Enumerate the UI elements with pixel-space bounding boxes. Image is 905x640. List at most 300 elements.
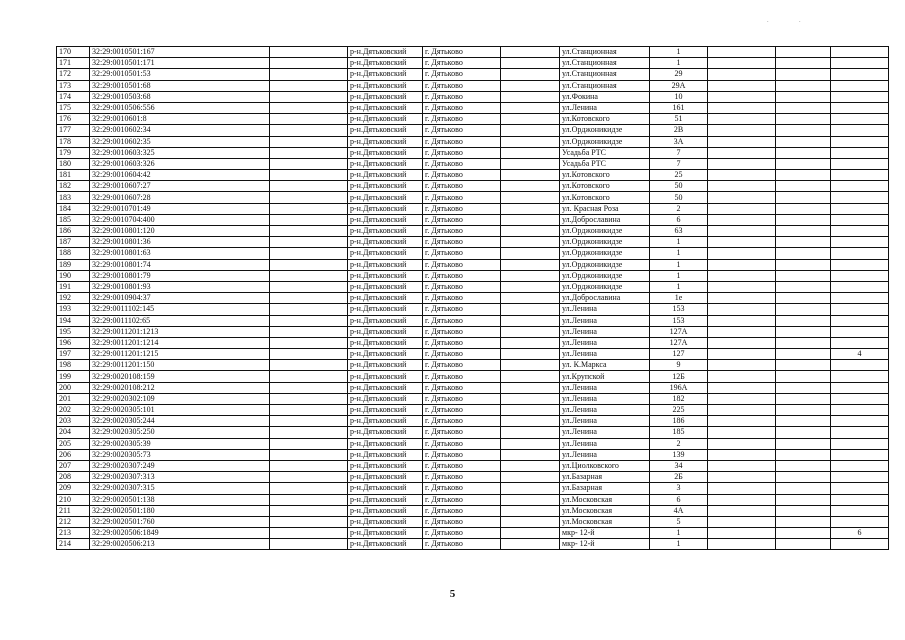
cell-cadastral-number: 32:29:0011201:1215 [90,349,270,360]
cell-district: р-н.Дятьковский [348,416,423,427]
cell-city: г. Дятьково [423,460,501,471]
cell-street: ул.Ленина [560,337,650,348]
table-row [57,304,889,315]
cell-house-number: 1 [650,58,708,69]
cell-note-number [831,315,889,326]
cell-district: р-н.Дятьковский [348,494,423,505]
cell-blank-col-6 [501,360,560,371]
table-row [57,237,889,248]
cell-blank-col-9 [708,270,776,281]
cell-city: г. Дятьково [423,337,501,348]
cell-house-number: 225 [650,405,708,416]
cell-street: ул. К.Маркса [560,360,650,371]
cell-city: г. Дятьково [423,69,501,80]
cell-blank-col-3 [270,80,348,91]
cell-house-number: 29А [650,80,708,91]
cell-district: р-н.Дятьковский [348,226,423,237]
cell-blank-col-6 [501,248,560,259]
cell-street: ул.Ленина [560,427,650,438]
cell-cadastral-number: 32:29:0010704:400 [90,214,270,225]
cell-house-number: 5 [650,516,708,527]
cell-blank-col-10 [776,472,831,483]
cell-row-number: 192 [57,293,90,304]
cell-note-number [831,460,889,471]
cell-row-number: 172 [57,69,90,80]
cell-street: ул.Ленина [560,102,650,113]
cell-city: г. Дятьково [423,539,501,550]
cell-city: г. Дятьково [423,114,501,125]
cell-house-number: 50 [650,192,708,203]
cell-blank-col-3 [270,505,348,516]
cell-blank-col-10 [776,449,831,460]
cell-blank-col-3 [270,293,348,304]
cell-house-number: 50 [650,181,708,192]
table-row [57,293,889,304]
cell-cadastral-number: 32:29:0010603:325 [90,147,270,158]
cell-city: г. Дятьково [423,47,501,58]
cell-district: р-н.Дятьковский [348,203,423,214]
cell-street: ул.Станционная [560,80,650,91]
cell-house-number: 34 [650,460,708,471]
cell-blank-col-3 [270,326,348,337]
cell-row-number: 186 [57,226,90,237]
cell-blank-col-6 [501,405,560,416]
cell-district: р-н.Дятьковский [348,304,423,315]
cell-city: г. Дятьково [423,405,501,416]
cell-blank-col-10 [776,192,831,203]
cell-blank-col-9 [708,147,776,158]
cell-district: р-н.Дятьковский [348,114,423,125]
cell-district: р-н.Дятьковский [348,214,423,225]
table-row [57,259,889,270]
cell-row-number: 180 [57,158,90,169]
cell-blank-col-6 [501,472,560,483]
cell-blank-col-6 [501,203,560,214]
cell-house-number: 161 [650,102,708,113]
cell-cadastral-number: 32:29:0011201:1213 [90,326,270,337]
cell-district: р-н.Дятьковский [348,371,423,382]
cell-blank-col-9 [708,427,776,438]
cell-blank-col-3 [270,170,348,181]
cell-blank-col-6 [501,170,560,181]
cell-blank-col-10 [776,505,831,516]
cell-row-number: 185 [57,214,90,225]
cell-house-number: 196А [650,382,708,393]
table-row [57,192,889,203]
cell-city: г. Дятьково [423,326,501,337]
cell-blank-col-10 [776,281,831,292]
table-row [57,147,889,158]
cell-district: р-н.Дятьковский [348,337,423,348]
cell-note-number [831,405,889,416]
cell-blank-col-3 [270,69,348,80]
cell-blank-col-9 [708,505,776,516]
cell-city: г. Дятьково [423,382,501,393]
cell-house-number: 153 [650,304,708,315]
cell-blank-col-10 [776,114,831,125]
cell-blank-col-3 [270,371,348,382]
cell-cadastral-number: 32:29:0020506:1849 [90,528,270,539]
cell-blank-col-10 [776,102,831,113]
cell-note-number [831,326,889,337]
cell-note-number [831,393,889,404]
cell-district: р-н.Дятьковский [348,315,423,326]
cell-blank-col-9 [708,125,776,136]
cell-blank-col-3 [270,136,348,147]
cell-city: г. Дятьково [423,158,501,169]
cell-row-number: 182 [57,181,90,192]
cell-note-number [831,438,889,449]
cell-house-number: 1 [650,248,708,259]
cell-row-number: 204 [57,427,90,438]
cell-blank-col-3 [270,539,348,550]
cell-city: г. Дятьково [423,226,501,237]
cell-blank-col-9 [708,226,776,237]
cell-row-number: 178 [57,136,90,147]
table-row [57,214,889,225]
table-row [57,58,889,69]
cell-blank-col-3 [270,349,348,360]
cell-row-number: 183 [57,192,90,203]
table-row [57,516,889,527]
cell-district: р-н.Дятьковский [348,539,423,550]
cell-city: г. Дятьково [423,192,501,203]
cell-house-number: 153 [650,315,708,326]
cell-blank-col-3 [270,528,348,539]
cell-blank-col-3 [270,237,348,248]
cell-district: р-н.Дятьковский [348,449,423,460]
cell-note-number [831,416,889,427]
cell-blank-col-10 [776,427,831,438]
cell-blank-col-6 [501,449,560,460]
cell-blank-col-3 [270,192,348,203]
cell-house-number: 182 [650,393,708,404]
cell-blank-col-3 [270,405,348,416]
cell-blank-col-9 [708,170,776,181]
cell-district: р-н.Дятьковский [348,427,423,438]
cell-blank-col-6 [501,494,560,505]
cell-street: ул. Красная Роза [560,203,650,214]
cell-blank-col-6 [501,114,560,125]
cell-street: ул.Орджоникидзе [560,125,650,136]
cell-house-number: 127А [650,337,708,348]
cell-blank-col-6 [501,181,560,192]
cell-blank-col-10 [776,58,831,69]
cell-blank-col-6 [501,91,560,102]
cell-city: г. Дятьково [423,248,501,259]
cell-row-number: 171 [57,58,90,69]
cell-blank-col-6 [501,304,560,315]
cell-blank-col-6 [501,516,560,527]
cell-row-number: 191 [57,281,90,292]
cell-city: г. Дятьково [423,237,501,248]
cell-city: г. Дятьково [423,91,501,102]
cell-row-number: 201 [57,393,90,404]
table-row [57,114,889,125]
cell-blank-col-10 [776,304,831,315]
cell-blank-col-10 [776,360,831,371]
cell-street: ул.Крупской [560,371,650,382]
cell-row-number: 194 [57,315,90,326]
table-row [57,315,889,326]
cell-cadastral-number: 32:29:0010801:120 [90,226,270,237]
cell-city: г. Дятьково [423,147,501,158]
cell-row-number: 175 [57,102,90,113]
cell-blank-col-10 [776,337,831,348]
cell-row-number: 203 [57,416,90,427]
cell-district: р-н.Дятьковский [348,192,423,203]
cell-house-number: 127 [650,349,708,360]
cell-note-number [831,214,889,225]
cell-blank-col-3 [270,483,348,494]
cell-blank-col-9 [708,494,776,505]
cell-street: ул.Станционная [560,58,650,69]
cell-city: г. Дятьково [423,170,501,181]
cell-blank-col-6 [501,147,560,158]
cell-blank-col-10 [776,259,831,270]
cell-blank-col-9 [708,80,776,91]
cell-row-number: 198 [57,360,90,371]
cell-blank-col-6 [501,315,560,326]
table-row [57,226,889,237]
cell-street: ул.Московская [560,505,650,516]
cell-district: р-н.Дятьковский [348,125,423,136]
cell-house-number: 12Б [650,371,708,382]
cell-note-number [831,102,889,113]
cell-blank-col-3 [270,102,348,113]
cell-blank-col-3 [270,472,348,483]
cell-blank-col-10 [776,226,831,237]
cell-district: р-н.Дятьковский [348,69,423,80]
cell-note-number [831,248,889,259]
table-row [57,416,889,427]
cell-cadastral-number: 32:29:0010801:63 [90,248,270,259]
cell-blank-col-9 [708,315,776,326]
cell-note-number [831,136,889,147]
cell-blank-col-9 [708,516,776,527]
cell-cadastral-number: 32:29:0010602:35 [90,136,270,147]
table-row [57,91,889,102]
cell-street: ул.Базарная [560,483,650,494]
cell-blank-col-9 [708,158,776,169]
cell-district: р-н.Дятьковский [348,281,423,292]
cell-blank-col-6 [501,505,560,516]
cell-cadastral-number: 32:29:0011102:65 [90,315,270,326]
cell-blank-col-10 [776,47,831,58]
cell-blank-col-6 [501,460,560,471]
cell-row-number: 207 [57,460,90,471]
cell-street: ул.Базарная [560,472,650,483]
cell-row-number: 174 [57,91,90,102]
cell-blank-col-9 [708,326,776,337]
cell-blank-col-6 [501,69,560,80]
table-row [57,203,889,214]
cell-street: ул.Котовского [560,170,650,181]
cell-house-number: 7 [650,158,708,169]
cell-cadastral-number: 32:29:0020108:159 [90,371,270,382]
cell-row-number: 206 [57,449,90,460]
cell-district: р-н.Дятьковский [348,80,423,91]
cell-cadastral-number: 32:29:0010501:171 [90,58,270,69]
table-row [57,483,889,494]
cell-street: ул.Ленина [560,416,650,427]
cell-house-number: 29 [650,69,708,80]
cell-district: р-н.Дятьковский [348,170,423,181]
cell-cadastral-number: 32:29:0020307:249 [90,460,270,471]
cell-house-number: 1 [650,281,708,292]
cell-blank-col-6 [501,293,560,304]
table-row [57,181,889,192]
cell-street: ул.Орджоникидзе [560,281,650,292]
cell-street: ул.Станционная [560,47,650,58]
cell-note-number [831,203,889,214]
table-row [57,360,889,371]
cell-street: ул.Ленина [560,349,650,360]
cell-street: ул.Орджоникидзе [560,226,650,237]
cell-blank-col-10 [776,214,831,225]
cell-cadastral-number: 32:29:0010503:68 [90,91,270,102]
cell-blank-col-6 [501,270,560,281]
cell-blank-col-10 [776,69,831,80]
cell-blank-col-6 [501,259,560,270]
cell-blank-col-10 [776,248,831,259]
cell-city: г. Дятьково [423,427,501,438]
cell-district: р-н.Дятьковский [348,147,423,158]
cell-blank-col-3 [270,281,348,292]
cell-blank-col-6 [501,58,560,69]
cell-district: р-н.Дятьковский [348,248,423,259]
cell-street: Усадьба РТС [560,147,650,158]
cell-cadastral-number: 32:29:0020305:101 [90,405,270,416]
cell-district: р-н.Дятьковский [348,460,423,471]
cell-district: р-н.Дятьковский [348,181,423,192]
table-row [57,47,889,58]
cell-house-number: 3А [650,136,708,147]
cell-blank-col-3 [270,416,348,427]
cell-blank-col-6 [501,80,560,91]
cell-row-number: 176 [57,114,90,125]
cell-city: г. Дятьково [423,80,501,91]
cell-blank-col-9 [708,393,776,404]
cell-blank-col-6 [501,192,560,203]
cell-cadastral-number: 32:29:0020305:244 [90,416,270,427]
cell-blank-col-10 [776,483,831,494]
cell-note-number [831,259,889,270]
cell-house-number: 6 [650,494,708,505]
cell-row-number: 181 [57,170,90,181]
table-row [57,326,889,337]
cell-blank-col-6 [501,281,560,292]
cell-city: г. Дятьково [423,293,501,304]
cell-note-number [831,382,889,393]
cell-cadastral-number: 32:29:0020307:315 [90,483,270,494]
table-row [57,472,889,483]
cell-cadastral-number: 32:29:0020501:760 [90,516,270,527]
cell-street: ул.Ленина [560,304,650,315]
cell-blank-col-10 [776,416,831,427]
cell-house-number: 185 [650,427,708,438]
cell-row-number: 187 [57,237,90,248]
cell-blank-col-10 [776,438,831,449]
cell-cadastral-number: 32:29:0020305:73 [90,449,270,460]
cell-blank-col-10 [776,125,831,136]
cell-street: ул.Орджоникидзе [560,136,650,147]
cell-blank-col-9 [708,382,776,393]
cell-house-number: 1е [650,293,708,304]
cell-blank-col-9 [708,259,776,270]
cell-blank-col-10 [776,516,831,527]
cell-district: р-н.Дятьковский [348,158,423,169]
cell-city: г. Дятьково [423,505,501,516]
cell-house-number: 1 [650,47,708,58]
cell-blank-col-9 [708,58,776,69]
cell-note-number: 4 [831,349,889,360]
cell-street: ул.Котовского [560,181,650,192]
cell-street: ул.Орджоникидзе [560,259,650,270]
cell-blank-col-6 [501,427,560,438]
cell-blank-col-9 [708,136,776,147]
cell-blank-col-10 [776,393,831,404]
cell-street: ул.Ленина [560,405,650,416]
cell-city: г. Дятьково [423,360,501,371]
cell-blank-col-6 [501,416,560,427]
cell-note-number [831,158,889,169]
cell-note-number [831,337,889,348]
cell-blank-col-6 [501,393,560,404]
cell-blank-col-3 [270,226,348,237]
cell-blank-col-3 [270,259,348,270]
cell-blank-col-3 [270,270,348,281]
table-row [57,382,889,393]
cell-blank-col-9 [708,539,776,550]
cell-note-number: 6 [831,528,889,539]
cell-blank-col-10 [776,203,831,214]
cell-blank-col-10 [776,382,831,393]
cell-cadastral-number: 32:29:0020506:213 [90,539,270,550]
cell-city: г. Дятьково [423,349,501,360]
table-row [57,136,889,147]
cell-blank-col-3 [270,47,348,58]
cell-cadastral-number: 32:29:0010501:167 [90,47,270,58]
cell-blank-col-6 [501,337,560,348]
cell-street: ул.Московская [560,494,650,505]
cell-cadastral-number: 32:29:0010607:28 [90,192,270,203]
cell-city: г. Дятьково [423,136,501,147]
cell-blank-col-9 [708,214,776,225]
cell-blank-col-3 [270,382,348,393]
cell-row-number: 214 [57,539,90,550]
cell-district: р-н.Дятьковский [348,393,423,404]
cell-city: г. Дятьково [423,483,501,494]
cell-blank-col-9 [708,47,776,58]
cell-note-number [831,69,889,80]
cell-blank-col-9 [708,304,776,315]
cell-street: Усадьба РТС [560,158,650,169]
cell-blank-col-3 [270,427,348,438]
page-number: 5 [449,588,456,600]
cell-house-number: 2В [650,125,708,136]
cell-city: г. Дятьково [423,214,501,225]
cell-house-number: 2 [650,203,708,214]
cell-district: р-н.Дятьковский [348,102,423,113]
cell-blank-col-9 [708,237,776,248]
cell-row-number: 190 [57,270,90,281]
cell-blank-col-9 [708,114,776,125]
table-row [57,438,889,449]
cell-row-number: 177 [57,125,90,136]
cell-city: г. Дятьково [423,203,501,214]
cell-blank-col-3 [270,203,348,214]
